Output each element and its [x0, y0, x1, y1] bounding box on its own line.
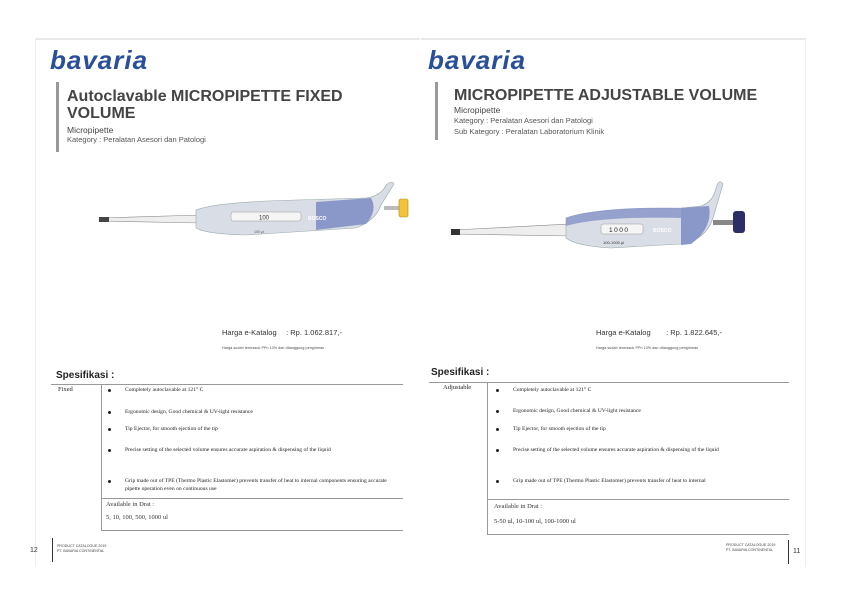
title-accent-bar	[435, 82, 438, 140]
spec-item: Tip Ejector, for smooth ejection of the tip	[125, 426, 218, 432]
spec-mid-rule	[101, 498, 403, 499]
spec-top-rule	[51, 384, 403, 385]
pipette-grip	[681, 206, 710, 245]
brand-text: bavaria	[50, 50, 149, 72]
fixed-pipette-image	[96, 180, 416, 250]
category-name: Micropipette	[454, 105, 501, 115]
spec-divider	[487, 382, 488, 534]
price-label: Harga e-Katalog	[596, 328, 651, 337]
bullet-icon	[108, 389, 111, 392]
bullet-icon	[108, 428, 111, 431]
bullet-icon	[108, 449, 111, 452]
price-value: : Rp. 1.822.645,-	[666, 328, 722, 337]
price-label: Harga e-Katalog	[222, 328, 277, 337]
price-block	[596, 328, 722, 337]
footer-line: PT. BAVARIA CONTINENTAL	[726, 548, 774, 552]
spec-label: Fixed	[58, 386, 73, 393]
bullet-icon	[108, 480, 111, 483]
bullet-icon	[496, 449, 499, 452]
bullet-icon	[496, 410, 499, 413]
plunger-rod	[713, 220, 735, 225]
spec-item: Ergonomic design, Good chemical & UV-light resistance	[125, 409, 253, 415]
footer-divider	[788, 540, 789, 564]
brand-mark: BOSCO	[653, 228, 672, 234]
footer-line: PT. BAVARIA CONTINENTAL	[57, 549, 105, 553]
available-label: Available in Drat :	[494, 503, 543, 510]
spec-item: Grip made out of TPE (Thermo Plastic Elastomer) prevents transfer of heat to internal components ensuring accurate pipette operation even on continuous use	[125, 478, 387, 492]
price-value: : Rp. 1.062.817,-	[286, 328, 342, 337]
footer-line: PRODUCT CATALOGUE 2019	[726, 543, 776, 547]
adjustable-pipette-image	[451, 178, 796, 258]
spec-item: Grip made out of TPE (Thermo Plastic Elastomer) prevents transfer of heat to internal	[513, 478, 706, 484]
spec-bottom-rule	[487, 534, 789, 535]
spec-label: Adjustable	[443, 384, 472, 391]
pipette-tip	[101, 215, 201, 223]
price-note: Harga sudah termasuk PPn 10% dan ditanggung pengiriman	[596, 346, 699, 350]
page-number: 12	[30, 547, 38, 554]
volume-display: 100	[259, 215, 270, 222]
available-values: 5-50 ul, 10-100 ul, 100-1000 ul	[494, 518, 576, 525]
spec-top-rule	[429, 382, 789, 383]
bullet-icon	[496, 480, 499, 483]
pipette-grip	[316, 198, 374, 230]
brand-mark: BOSCO	[308, 216, 327, 222]
pipette-tip	[453, 224, 571, 236]
page-title: MICROPIPETTE ADJUSTABLE VOLUME	[454, 87, 758, 104]
category-name: Micropipette	[67, 125, 114, 135]
spec-item: Completely autoclavable at 121° C	[125, 387, 204, 393]
bavaria-logo	[426, 50, 556, 72]
bavaria-logo	[48, 50, 178, 72]
bullet-icon	[496, 428, 499, 431]
spec-bottom-rule	[101, 530, 403, 531]
tip-end	[99, 217, 109, 222]
spec-item: Ergonomic design, Good chemical & UV-light resistance	[513, 408, 641, 414]
tip-end	[451, 229, 460, 235]
title-accent-bar	[56, 82, 59, 152]
brand-text: bavaria	[428, 50, 527, 72]
plunger-button	[399, 199, 408, 217]
subcategory-line: Sub Kategory : Peralatan Laboratorium Klinik	[454, 127, 605, 136]
category-line: Kategory : Peralatan Asesori dan Patologi	[454, 116, 593, 125]
available-label: Available in Drat :	[106, 501, 155, 508]
volume-label: 100-1000 µl	[603, 240, 625, 245]
price-note: Harga sudah termasuk PPn 10% dan ditanggung pengiriman	[222, 346, 325, 350]
bullet-icon	[108, 411, 111, 414]
price-block	[222, 328, 342, 337]
volume-display: 1000	[609, 227, 630, 234]
page-title: Autoclavable MICROPIPETTE FIXED VOLUME	[67, 88, 343, 122]
spec-item: Completely autoclavable at 121° C	[513, 387, 592, 393]
left-page	[30, 38, 420, 566]
volume-label: 100 µl	[254, 230, 264, 234]
spec-item: Precise setting of the selected volume ensures accurate aspiration & dispensing of the liquid	[125, 447, 331, 453]
footer-line: PRODUCT CATALOGUE 2019	[57, 544, 107, 548]
available-values: 5, 10, 100, 500, 1000 ul	[106, 514, 168, 521]
right-page	[421, 38, 806, 566]
spec-divider	[101, 384, 102, 530]
footer-divider	[52, 538, 53, 562]
spec-item: Precise setting of the selected volume ensures accurate aspiration & dispensing of the liquid	[513, 447, 719, 453]
page-number: 11	[793, 548, 801, 555]
spec-mid-rule	[487, 499, 789, 500]
spec-heading: Spesifikasi :	[431, 367, 490, 378]
plunger-button	[733, 211, 745, 233]
spec-item: Tip Ejector, for smooth ejection of the tip	[513, 426, 606, 432]
category-line: Kategory : Peralatan Asesori dan Patologi	[67, 135, 206, 144]
spec-heading: Spesifikasi :	[56, 370, 115, 381]
bullet-icon	[496, 389, 499, 392]
